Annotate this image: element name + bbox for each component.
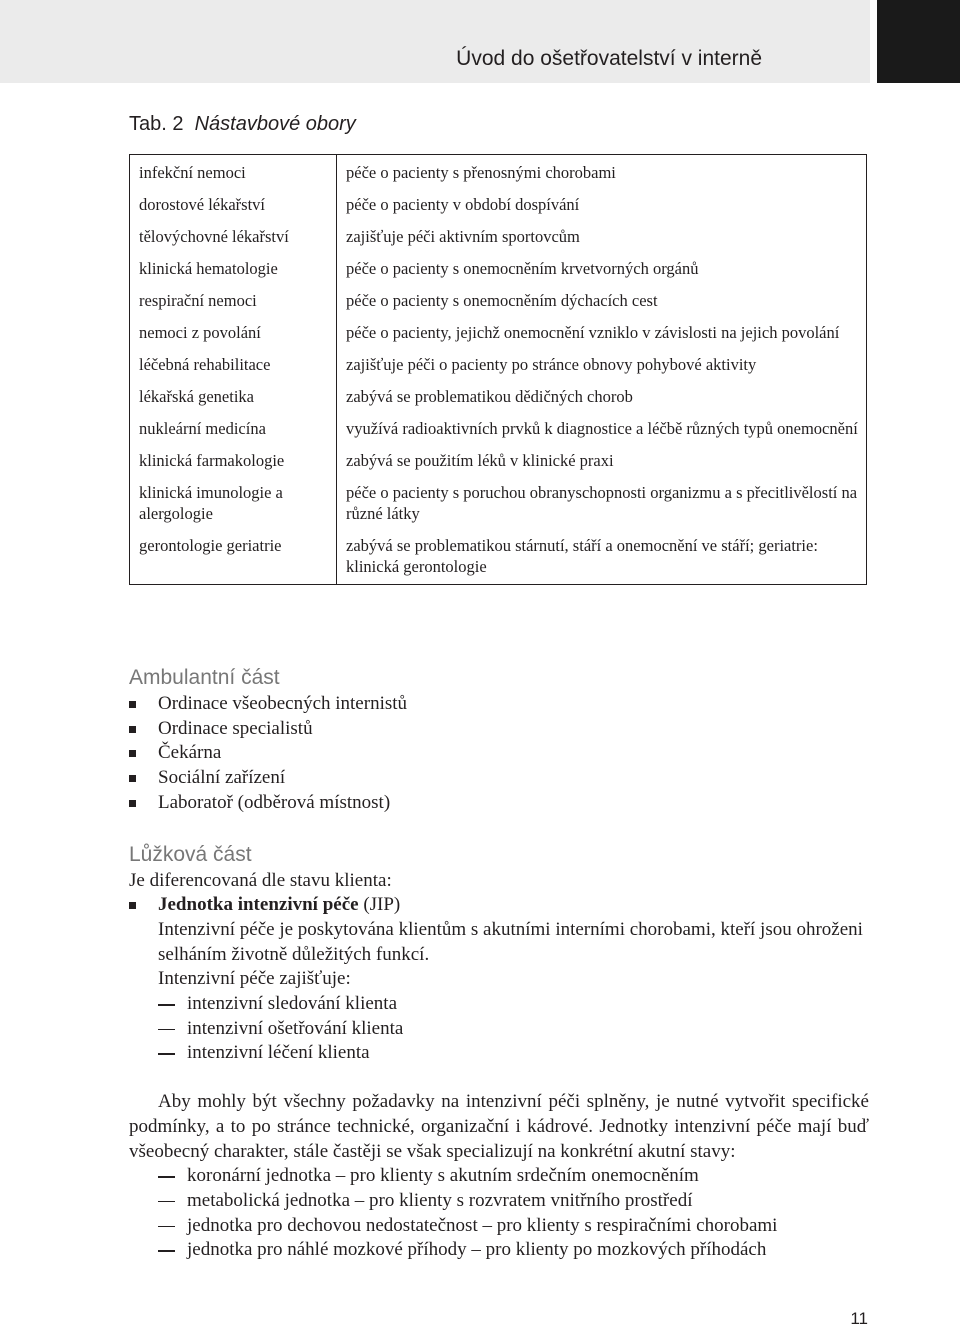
list-item bbox=[129, 741, 869, 766]
specialty-name: nemoci z povolání bbox=[130, 317, 337, 349]
icu-units-list bbox=[129, 1164, 869, 1263]
jip-provides: Intenzivní péče zajišťuje: bbox=[158, 968, 351, 990]
list-item bbox=[129, 791, 869, 816]
table-row bbox=[130, 189, 867, 221]
list-item bbox=[129, 692, 869, 717]
table-row bbox=[130, 221, 867, 253]
list-item bbox=[129, 766, 869, 791]
running-header-title: Úvod do ošetřovatelství v interně bbox=[456, 47, 762, 70]
inpatient-intro: Je diferencovaná dle stavu klienta: bbox=[129, 869, 392, 891]
specialty-description: péče o pacienty s přenosnými chorobami bbox=[337, 155, 867, 190]
square-bullet-icon bbox=[129, 750, 136, 757]
list-item bbox=[129, 1164, 869, 1189]
ambulant-list bbox=[129, 692, 869, 816]
dash-bullet-icon bbox=[158, 1053, 175, 1055]
specialty-name: klinická farmakologie bbox=[130, 445, 337, 477]
specialty-name: dorostové lékařství bbox=[130, 189, 337, 221]
square-bullet-icon bbox=[129, 800, 136, 807]
specialty-name: nukleární medicína bbox=[130, 413, 337, 445]
specialties-table bbox=[129, 154, 867, 585]
table-row bbox=[130, 317, 867, 349]
square-bullet-icon bbox=[129, 701, 136, 708]
table-row bbox=[130, 349, 867, 381]
list-item-text: intenzivní ošetřování klienta bbox=[187, 1017, 404, 1039]
specialty-description: zabývá se problematikou stárnutí, stáří a onemocnění ve stáří; geriatrie: klinická gerontologie bbox=[337, 530, 867, 585]
specialty-description: péče o pacienty, jejichž onemocnění vzniklo v závislosti na jejich povolání bbox=[337, 317, 867, 349]
specialty-name: klinická imunologie a alergologie bbox=[130, 477, 337, 530]
specialty-name: respirační nemoci bbox=[130, 285, 337, 317]
section-heading-inpatient: Lůžková část bbox=[129, 842, 252, 866]
table-row bbox=[130, 253, 867, 285]
table-row bbox=[130, 155, 867, 190]
list-item bbox=[129, 1189, 869, 1214]
header-band bbox=[0, 0, 870, 83]
list-item-text: Sociální zařízení bbox=[158, 767, 286, 789]
page-number: 11 bbox=[850, 1309, 868, 1328]
jip-care-list bbox=[129, 992, 869, 1066]
intensive-care-paragraph: Aby mohly být všechny požadavky na intenzivní péči splněny, je nutné vytvořit specifické podmínky, a to po stránce technické, organizační i kádrové. Jednotky intenzivní péče mají buď všeobecný charakter, stále častěji se však specializují na konkrétní akutní stavy: bbox=[129, 1091, 869, 1162]
square-bullet-icon bbox=[129, 902, 136, 909]
table-row bbox=[130, 445, 867, 477]
table-caption bbox=[129, 113, 356, 136]
specialty-description: zajišťuje péči aktivním sportovcům bbox=[337, 221, 867, 253]
list-item-text: jednotka pro náhlé mozkové příhody – pro klienty po mozkových příhodách bbox=[187, 1239, 767, 1261]
specialty-description: zabývá se použitím léků v klinické praxi bbox=[337, 445, 867, 477]
main-content bbox=[129, 664, 869, 1263]
list-item bbox=[129, 1238, 869, 1263]
list-item bbox=[129, 717, 869, 742]
specialty-name: léčebná rehabilitace bbox=[130, 349, 337, 381]
section-heading-ambulant: Ambulantní část bbox=[129, 666, 280, 689]
list-item bbox=[129, 1041, 869, 1066]
square-bullet-icon bbox=[129, 775, 136, 782]
list-item bbox=[129, 992, 869, 1017]
table-row bbox=[130, 477, 867, 530]
square-bullet-icon bbox=[129, 726, 136, 733]
list-item-jip bbox=[129, 893, 869, 918]
specialty-name: klinická hematologie bbox=[130, 253, 337, 285]
list-item-text: Ordinace všeobecných internistů bbox=[158, 693, 408, 714]
list-item-text: koronární jednotka – pro klienty s akutním srdečním onemocněním bbox=[187, 1165, 699, 1187]
specialty-description: péče o pacienty s poruchou obranyschopnosti organizmu a s přecitlivělostí na různé látky bbox=[337, 477, 867, 530]
jip-title: Jednotka intenzivní péče bbox=[158, 894, 359, 916]
specialties-table-body bbox=[130, 155, 867, 585]
specialty-description: péče o pacienty s onemocněním krvetvorných orgánů bbox=[337, 253, 867, 285]
table-row bbox=[130, 285, 867, 317]
specialty-description: péče o pacienty s onemocněním dýchacích cest bbox=[337, 285, 867, 317]
specialty-description: využívá radioaktivních prvků k diagnostice a léčbě různých typů onemocnění bbox=[337, 413, 867, 445]
list-item-text: Laboratoř (odběrová místnost) bbox=[158, 791, 391, 813]
specialty-name: gerontologie geriatrie bbox=[130, 530, 337, 585]
table-row bbox=[130, 530, 867, 585]
chapter-tab-marker bbox=[877, 0, 960, 83]
list-item-text: Čekárna bbox=[158, 742, 222, 764]
dash-bullet-icon bbox=[158, 1029, 175, 1031]
dash-bullet-icon bbox=[158, 1201, 175, 1203]
dash-bullet-icon bbox=[158, 1004, 175, 1006]
inpatient-list bbox=[129, 893, 869, 918]
table-caption-title: Nástavbové obory bbox=[194, 113, 356, 135]
list-item-text: jednotka pro dechovou nedostatečnost – pro klienty s respiračními chorobami bbox=[187, 1214, 778, 1236]
dash-bullet-icon bbox=[158, 1250, 175, 1252]
specialty-name: lékařská genetika bbox=[130, 381, 337, 413]
table-caption-label: Tab. 2 bbox=[129, 113, 184, 135]
jip-description: Intenzivní péče je poskytována klientům s akutními interními chorobami, kteří jsou ohroženi selháním životně důležitých funkcí. bbox=[158, 918, 863, 965]
specialty-name: infekční nemoci bbox=[130, 155, 337, 190]
jip-abbr: (JIP) bbox=[358, 894, 401, 916]
specialty-name: tělovýchovné lékařství bbox=[130, 221, 337, 253]
table-row bbox=[130, 413, 867, 445]
table-row bbox=[130, 381, 867, 413]
list-item-text: metabolická jednotka – pro klienty s rozvratem vnitřního prostředí bbox=[187, 1189, 693, 1211]
specialty-description: zabývá se problematikou dědičných chorob bbox=[337, 381, 867, 413]
list-item-text: intenzivní sledování klienta bbox=[187, 993, 398, 1015]
list-item bbox=[129, 1214, 869, 1239]
list-item bbox=[129, 1017, 869, 1042]
list-item-text: Ordinace specialistů bbox=[158, 717, 313, 739]
dash-bullet-icon bbox=[158, 1226, 175, 1228]
list-item-text: intenzivní léčení klienta bbox=[187, 1042, 370, 1064]
specialty-description: zajišťuje péči o pacienty po stránce obnovy pohybové aktivity bbox=[337, 349, 867, 381]
dash-bullet-icon bbox=[158, 1176, 175, 1178]
specialty-description: péče o pacienty v období dospívání bbox=[337, 189, 867, 221]
